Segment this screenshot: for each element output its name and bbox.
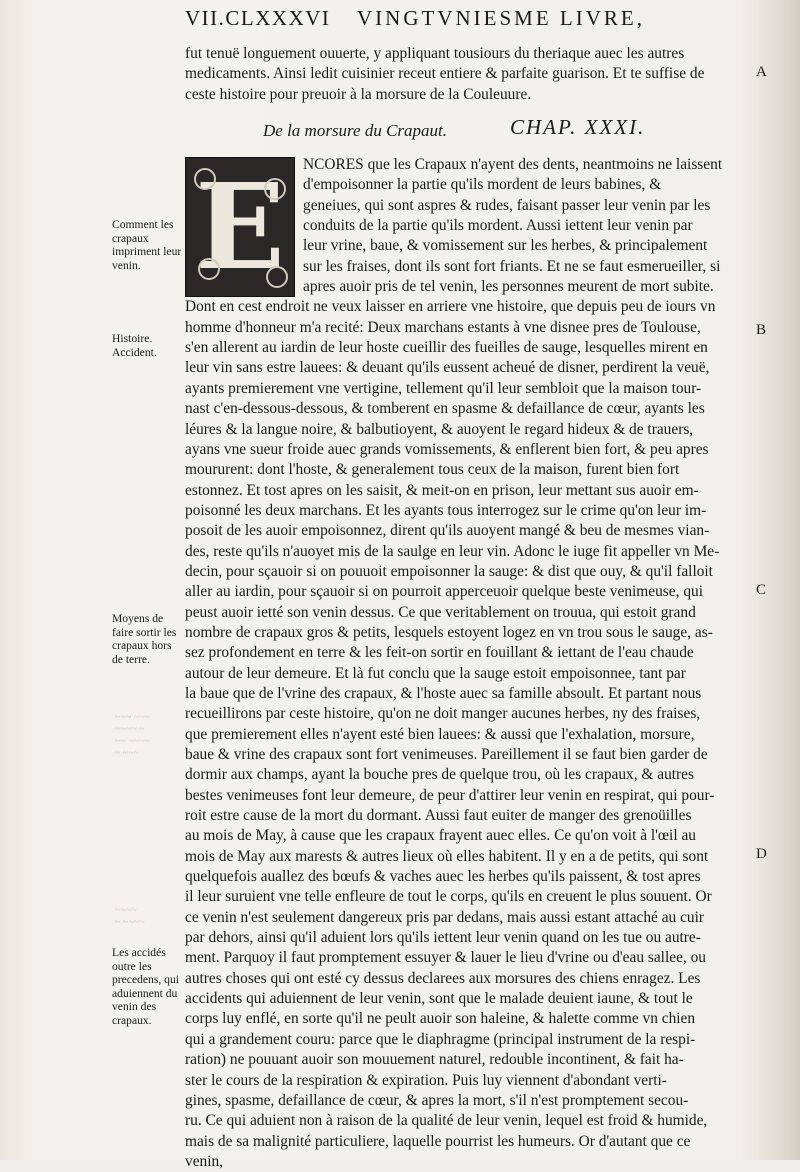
- text-line: posoit de les auoir empoisonnez, dirent qu'ils auoyent mangé & beu de mesmes vian-: [185, 522, 710, 540]
- text-line: roit estre cause de la mort du dormant. Aussi faut euiter de manger des grenoüilles: [185, 807, 692, 825]
- text-line: des, reste qu'ils n'auoyet mis de la saulge en leur vin. Adonc le iuge fit appeller vn Me-: [185, 542, 720, 560]
- dropcap-paragraph: [185, 155, 748, 297]
- text-line: s'en allerent au iardin de leur hoste cueillir des fueilles de sauge, lesquelles mirent en: [185, 339, 708, 357]
- text-line: bestes venimeuses font leur demeure, de peur d'attirer leur venin en respirat, qui pour-: [185, 786, 715, 804]
- text-line: ayans vne sueur froide auec grands vomissements, & enflerent bien fort, & peu apres: [185, 440, 709, 458]
- text-line: ayants premierement vne vertigine, tellement qu'il leur sembloit que la maison tour-: [185, 379, 702, 397]
- ornament-swirl-icon: [266, 266, 288, 288]
- text-line: au mois de May, à cause que les crapaux frayent auec elles. Ce qu'on voit à l'œil au: [185, 827, 696, 845]
- text-line: decin, pour sçauoir si on pouuoit empoisonner la sauge: & dist que ouy, & qu'il falloit: [185, 562, 713, 580]
- text-line: NCORES que les Crapaux n'ayent des dents, neantmoins ne laissent: [303, 156, 723, 174]
- text-line: ceste histoire pour preuoir à la morsure de la Couleuure.: [185, 85, 532, 103]
- margin-note: Moyens de faire sortir les crapaux hors de terre.: [112, 612, 177, 666]
- bleed-through-mark: ~~~~ ~ ~~~~: [115, 905, 145, 928]
- text-line: homme d'honneur m'a recité: Deux marchans estants à vne disnee pres de Toulouse,: [185, 318, 701, 336]
- text-line: d'empoisonner la partie qu'ils mordent de leurs babines, &: [303, 176, 662, 194]
- chapter-number: CHAP. XXXI.: [510, 115, 646, 140]
- initial-letter: E: [195, 157, 285, 297]
- text-body: [185, 44, 748, 1172]
- text-line: ster le cours de la respiration & expiration. Puis luy viennent d'abondant verti-: [185, 1071, 667, 1089]
- body-paragraph: [185, 297, 748, 1172]
- text-line: dormir aux champs, ayant la bouche pres de quelque trou, où les crapaux, & autres: [185, 766, 695, 784]
- ornament-swirl-icon: [198, 258, 220, 280]
- text-line: ce venin n'est seulement dangereux pris par dedans, mais aussi estant attaché au cuir: [185, 908, 705, 926]
- text-line: recueillirons par ceste histoire, qu'on ne doit manger aucunes herbes, ny des fraises,: [185, 705, 701, 723]
- text-line: geneiues, qui sont aspres & rudes, faisant passer leur venin par les: [303, 196, 711, 214]
- text-line: ment. Parquoy il faut promptement essuyer & lauer le lieu d'vrine ou d'eau sallee, ou: [185, 949, 706, 967]
- text-line: ru. Ce qui aduient non à raison de la qualité de leur venin, lequel est froid & humide,: [185, 1112, 708, 1130]
- margin-note: Les accidés outre les precedens, qui aduiennent du venin des crapaux.: [112, 946, 179, 1027]
- margin-note: Histoire. Accident.: [112, 332, 157, 359]
- text-line: Dont en cest endroit ne veux laisser en arriere vne histoire, que depuis peu de iours vn: [185, 298, 716, 316]
- text-line: peust auoir ietté son venin dessus. Ce que veritablement on trouua, qui estoit grand: [185, 603, 696, 621]
- text-line: poisonné les deux marchans. Et les ayants tous interrogez sur le crime qu'on leur im-: [185, 501, 707, 519]
- text-line: léures & la langue noire, & balbutioyent, & auoyent le regard hideux & de trauers,: [185, 420, 694, 438]
- section-letter-d: D: [756, 846, 767, 862]
- text-line: aller au iardin, pour sçauoir si on pourroit apperceuoir quelque beste venimeuse, qui: [185, 583, 703, 601]
- decorated-initial: [185, 157, 295, 297]
- text-line: sez profondement en terre & les feit-on sortir en fouillant & iettant de l'eau chaude: [185, 644, 694, 662]
- ornament-swirl-icon: [264, 178, 286, 200]
- text-line: fut tenuë longuement ouuerte, y appliquant tousiours du theriaque auec les autres: [185, 45, 685, 62]
- text-line: estonnez. Et tost apres on les saisit, & meit-on en prison, leur mettant sus auoir em-: [185, 481, 699, 499]
- text-line: autres choses qui ont esté cy dessus declarees aux morsures des chiens enragez. Les: [185, 969, 701, 987]
- text-line: corps luy enflé, en sorte qu'il ne peult auoir son haleine, & halette comme vn chien: [185, 1010, 696, 1028]
- text-line: baue & vrine des crapaux sont fort venimeuses. Pareillement il se faut bien garder de: [185, 746, 708, 763]
- text-line: mois de May aux marests & autres lieux où elles habitent. Il y en a de petits, qui sont: [185, 847, 709, 865]
- text-line: nombre de crapaux gros & petits, lesquels estoyent logez en vn trou sous le sauge, as-: [185, 623, 713, 641]
- text-line: leur vin sans estre lauees: & deuant qu'ils eussent acheué de disner, perdirent la veuë,: [185, 359, 710, 377]
- text-line: que premierement elles n'ayent esté bien lauees: & aussi que l'exhalation, morsure,: [185, 725, 695, 743]
- text-line: nast c'en-dessous-dessous, & tomberent en spasme & defaillance de cœur, ayants les: [185, 400, 705, 418]
- text-line: apres auoir pris de tel venin, les personnes meurent de mort subite.: [303, 278, 714, 296]
- text-line: moururent: dont l'hoste, & generalement tous ceux de la maison, furent bien fort: [185, 461, 680, 479]
- text-line: conduits de la partie qu'ils mordent. Aussi iettent leur venin par: [303, 217, 693, 235]
- ornament-swirl-icon: [194, 168, 216, 190]
- text-line: medicaments. Ainsi ledit cuisinier receut entiere & parfaite guarison. Et te suffise de: [185, 65, 705, 83]
- section-letter-b: B: [756, 322, 767, 338]
- chapter-title: De la morsure du Crapaut.: [263, 121, 448, 141]
- margin-note: Comment les crapaux impriment leur venin.: [112, 218, 182, 272]
- section-letter-c: C: [756, 582, 767, 598]
- text-line: la baue que de l'vrine des crapaux, & l'hoste auec sa famille absoult. Et partant nous: [185, 684, 702, 702]
- section-letter-a: A: [756, 64, 767, 80]
- text-line: quelquefois auallez des bœufs & vaches auec les herbes qu'ils paissent, & tost apres: [185, 868, 701, 886]
- text-line: ration) ne pouuant auoir son mouuement naturel, redouble incontinent, & fait ha-: [185, 1051, 684, 1069]
- folio-number: VII.CLXXXVI: [185, 6, 331, 30]
- text-line: autour de leur demeure. Et là fut conclu que la sauge estoit empoisonnee, tant par: [185, 664, 686, 682]
- bleed-through-mark: ~~~ ~~~ ~~~~ ~ ~~ ~~~~ ~ ~~~: [115, 712, 150, 759]
- text-line: venin,: [185, 1152, 224, 1170]
- text-line: il leur suruient vne telle enfleure de tout le corps, qu'ils en creuent le plus souuent. Or: [185, 888, 712, 906]
- chapter-heading: [185, 115, 748, 155]
- book-title: VINGTVNIESME LIVRE,: [357, 6, 645, 30]
- text-line: sur les fraises, dont ils sont fort friants. Et ne se faut esmerueiller, si: [303, 257, 721, 275]
- text-line: qui a grandement couru: parce que le diaphragme (principal instrument de la respi-: [185, 1030, 696, 1048]
- text-line: mais de sa malignité particuliere, laquelle pourrist les humeurs. Or d'autant que ce: [185, 1132, 691, 1150]
- text-line: leur vrine, baue, & vomissement sur les herbes, & principalement: [303, 237, 708, 255]
- text-line: par dehors, ainsi qu'il aduient lors qu'ils iettent leur venin quand on les tue ou autre-: [185, 929, 701, 947]
- text-line: accidents qui aduiennent de leur venin, sont que le malade deuient iaune, & tout le: [185, 990, 693, 1008]
- text-line: gines, spasme, defaillance de cœur, & apres la mort, s'il n'est promptement secou-: [185, 1091, 689, 1109]
